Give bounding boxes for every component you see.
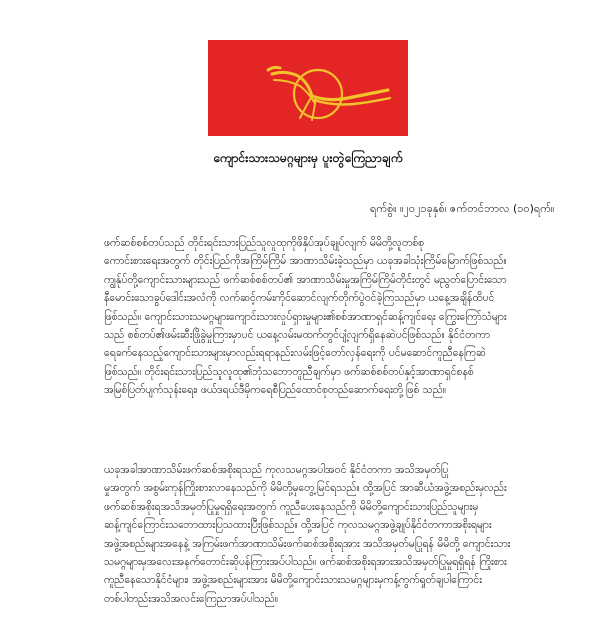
peacock-emblem-icon [208,40,408,136]
statement-paragraph-2: ယခုအခါအာဏာသိမ်းဖက်ဆစ်အစိုးရသည် ကုလသမဂ္ဂအပါအဝင် နိုင်ငံတကာ အသိအမှတ်ပြု မှုအတွက် အစွမ်းကုန်ကြိုးစားလာနေသည်ကို မိမိတို့မှတွေ့မြင်ရသည်။ ထို့အပြင် အာဆီယံအဖွဲ့အစည်းမှလည်း ဖက်ဆစ်အစိုးရအသိအမှတ်ပြုမှုရရှိရေးအတွက် ကူညီပေးနေသည်ကို မိမိတို့ကျောင်းသားပြည်သူများမှ ဆန့်ကျင်ကြောင်းသဘောထားပြသထားပြီးဖြစ်သည်။ ထို့အပြင် ကုလသမဂ္ဂအဖွဲ့ချုပ်နိုင်ငံတကာအစိုးရများ အဖွဲ့အစည်းများအနေနဲ့ အကြမ်းဖက်အာဏာသိမ်းဖက်ဆစ်အစိုးရအား အသိအမှတ်မပြုရန် မိမိတို့ ကျောင်းသား သမဂ္ဂများမှအလေးအနက်တောင်းဆိုပန်ကြားအပ်ပါသည်။ ဖက်ဆစ်အစိုးရအားအသိအမှတ်ပြုမှုရရှိရန် ကြိုးစား ကူညီနေသောနိုင်ငံများ၊ အဖွဲ့အစည်းများအား မိမိတို့ကျောင်းသားသမဂ္ဂများမှကန့်ကွက်ရှုတ်ချပါကြောင်း တစ်ပါတည်းအသိအလင်းကြေညာအပ်ပါသည်။ [104,464,511,605]
statement-title: ကျောင်းသားသမဂ္ဂများမှ ပူးတွဲကြေညာချက် [213,151,403,165]
student-union-flag [208,40,408,136]
statement-date: ရက်စွဲ။ ။၂၀၂၁ခုနှစ်၊ ဇက်တင်ဘာလ (၁၀)ရက်။ [370,202,555,215]
statement-paragraph-1: ဖက်ဆစ်စစ်တပ်သည် တိုင်းရင်းသားပြည်သူလူထုကိုဖိနှိပ်အုပ်ချုပ်လျက် မိမိတို့လူတစ်စု ကောင်းစားရေးအတွက် တိုင်းပြည်ကိုအကြိမ်ကြိမ် အာဏာသိမ်းခဲ့သည်မှာ ယခုအခါသုံးကြိမ်မြောက်ဖြစ်သည်။ ကျွန်ုပ်တို့ကျောင်းသားများသည် ဖက်ဆစ်စစ်တပ်၏ အာဏာသိမ်းမှုအကြိမ်ကြိမ်တိုင်းတွင် မညွတ်ပြောင်းသော နီမောင်းသောခွပ်ဒေါင်းအလံကို လက်ဆင့်ကမ်းကိုင်ဆောင်လျက်တိုက်ပွဲဝင်ခဲ့ကြသည်မှာ ယနေ့အချိန်ထိပင် ဖြစ်သည်။ ကျောင်းသားသမဂ္ဂများကျောင်းသားလှုပ်ရှားမှုများ၏စစ်အာဏာရှင်ဆန့်ကျင်ရေး ကြွေးကြော်သံများ သည် စစ်တပ်၏ဖမ်းဆီးဖြိုခွဲမှုကြားမှာပင် ယနေ့လမ်းမထက်တွင်ပျံ့လျက်ရှိနေဆဲပင်ဖြစ်သည်။ နိုင်ငံတကာ ရေခက်နေသည့်ကျောင်းသားများမှာလည်းရရာနည်းလမ်းဖြင့်တော်လှန်ရေးကို ပင်မဆောင်ကူညီနေကြဆဲ ဖြစ်သည်။ တိုင်းရင်းသားပြည်သူလူထု၏ဘုံသဘောတူညီချက်မှာ ဖက်ဆစ်စစ်တပ်နှင့်အာဏာရှင်စနစ် အမြစ်ပြတ်ပျက်သုန်းရေး၊ ဖယ်ဒရယ်ဒီမိုကရေစီပြည်ထောင်စုတည်ဆောက်ရေးတို့ဖြစ် သည်။ [104,237,507,397]
